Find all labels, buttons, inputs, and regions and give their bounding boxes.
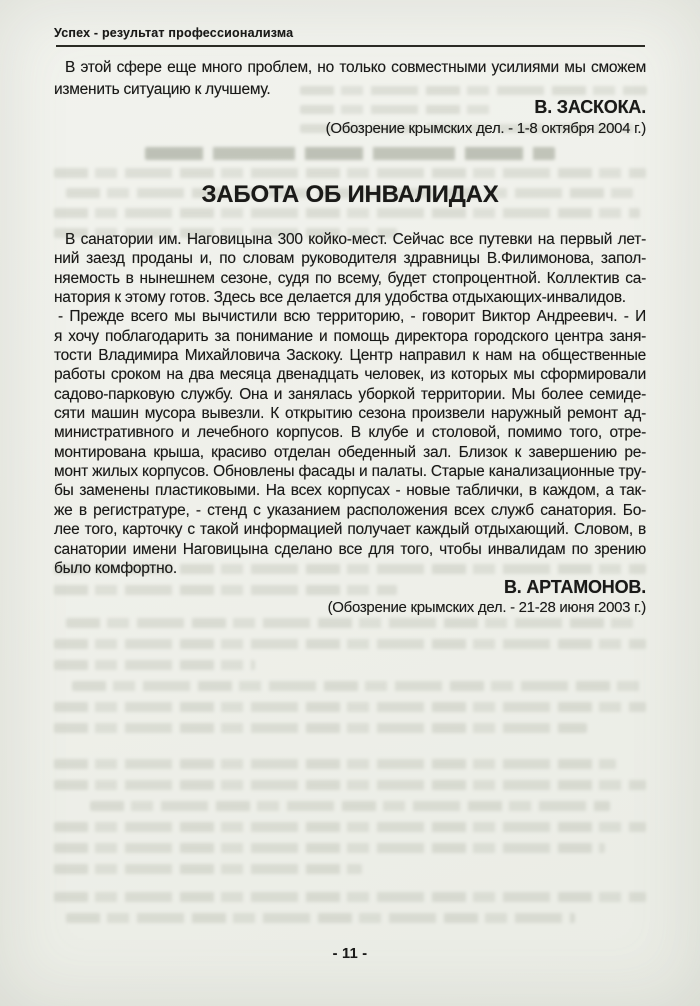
ghost-text-line <box>66 618 634 628</box>
ghost-text-line <box>54 864 362 874</box>
text-line: работы сроком на два месяца двенадцать человек, из которых мы сформировали <box>54 366 646 384</box>
page-number-text: - 11 - <box>332 946 368 962</box>
text-line: В этой сфере еще много проблем, но только совместными усилиями мы сможем <box>65 59 646 76</box>
text-line: монт жилых корпусов. Обновлены фасады и палаты. Старые канализационные тру- <box>54 463 646 481</box>
previous-article-signature <box>54 97 646 118</box>
text-line: сяти машин мусора вывезли. К открытию сезона произвели наружный ремонт ад- <box>54 405 646 423</box>
article-paragraph-1 <box>54 230 646 307</box>
text-line: монтирована крыша, красиво отделан обеденный зал. Близок к завершению ре- <box>54 443 646 461</box>
text-line: натория к этому готов. Здесь все делается для удобства отдыхающих-инвалидов. <box>54 289 626 307</box>
previous-article-closing-paragraph <box>54 57 646 101</box>
ghost-text-line <box>90 801 611 811</box>
ghost-text-line <box>66 913 575 923</box>
text-line: тости Владимира Михайловича Заскоку. Центр направил к нам на общественные <box>54 347 646 365</box>
article-title-text: ЗАБОТА ОБ ИНВАЛИДАХ <box>201 181 499 208</box>
text-line: В санатории им. Наговицына 300 койко-мест. Сейчас все путевки на первый лет- <box>65 231 646 248</box>
text-line: лее того, карточку с такой информацией получает каждый отдыхающий. Словом, в <box>54 521 646 539</box>
ghost-text-line <box>72 681 646 691</box>
ghost-text-line <box>54 723 587 733</box>
running-header-text: Успех - результат профессионализма <box>54 26 294 40</box>
attribution-text: (Обозрение крымских дел. - 1-8 октября 2004 г.) <box>325 120 646 137</box>
article-title <box>54 181 646 209</box>
ghost-text-line <box>54 822 646 832</box>
ghost-text-line <box>54 660 255 670</box>
text-line: я хочу поблагодарить за понимание и помощь директора городского центра заня- <box>54 327 646 345</box>
text-line: ний заезд проданы и, по словам руководителя здравницы В.Филимонова, запол- <box>54 250 646 268</box>
article-attribution <box>54 599 646 616</box>
running-header <box>54 26 646 40</box>
text-line: же в регистратуре, - стенд с указанием расположения всех служб санатория. Бо- <box>54 501 646 519</box>
article-signature <box>54 577 646 598</box>
signature-text: В. ЗАСКОКА. <box>534 97 646 117</box>
text-line: изменить ситуацию к лучшему. <box>54 80 271 98</box>
article-paragraph-2 <box>54 307 646 578</box>
ghost-text-line <box>54 702 646 712</box>
header-rule <box>56 45 645 47</box>
text-line: садово-парковую службу. Она и занялась уборкой территории. Мы более семиде- <box>54 385 646 403</box>
ghost-heading-line <box>145 147 555 160</box>
ghost-text-line <box>54 639 646 649</box>
ghost-text-line <box>54 168 646 178</box>
text-line: бы заменены пластиковыми. На всех корпусах - новые таблички, в каждом, а так- <box>54 482 646 500</box>
ghost-text-line <box>54 780 646 790</box>
text-line: - Прежде всего мы вычистили всю территорию, - говорит Виктор Андреевич. - И <box>58 308 646 326</box>
text-line: санатории имени Наговицына сделано все для того, чтобы инвалидам по зрению <box>54 540 646 558</box>
ghost-text-line <box>54 843 605 853</box>
ghost-text-line <box>54 208 640 218</box>
previous-article-attribution <box>54 120 646 137</box>
ghost-text-line <box>54 892 646 902</box>
text-line: няемость в нынешнем сезоне, судя по всему, будет стопроцентной. Коллектив са- <box>54 269 646 287</box>
ghost-text-line <box>54 759 616 769</box>
page-number <box>54 946 646 962</box>
text-line: было комфортно. <box>54 559 177 577</box>
text-line: министративного и лечебного корпусов. В клубе и столовой, помимо того, отре- <box>54 424 646 442</box>
bleedthrough-block-bottom <box>54 618 646 934</box>
signature-text: В. АРТАМОНОВ. <box>503 577 646 597</box>
attribution-text: (Обозрение крымских дел. - 21-28 июня 2003 г.) <box>327 599 646 616</box>
article-body <box>54 230 646 578</box>
